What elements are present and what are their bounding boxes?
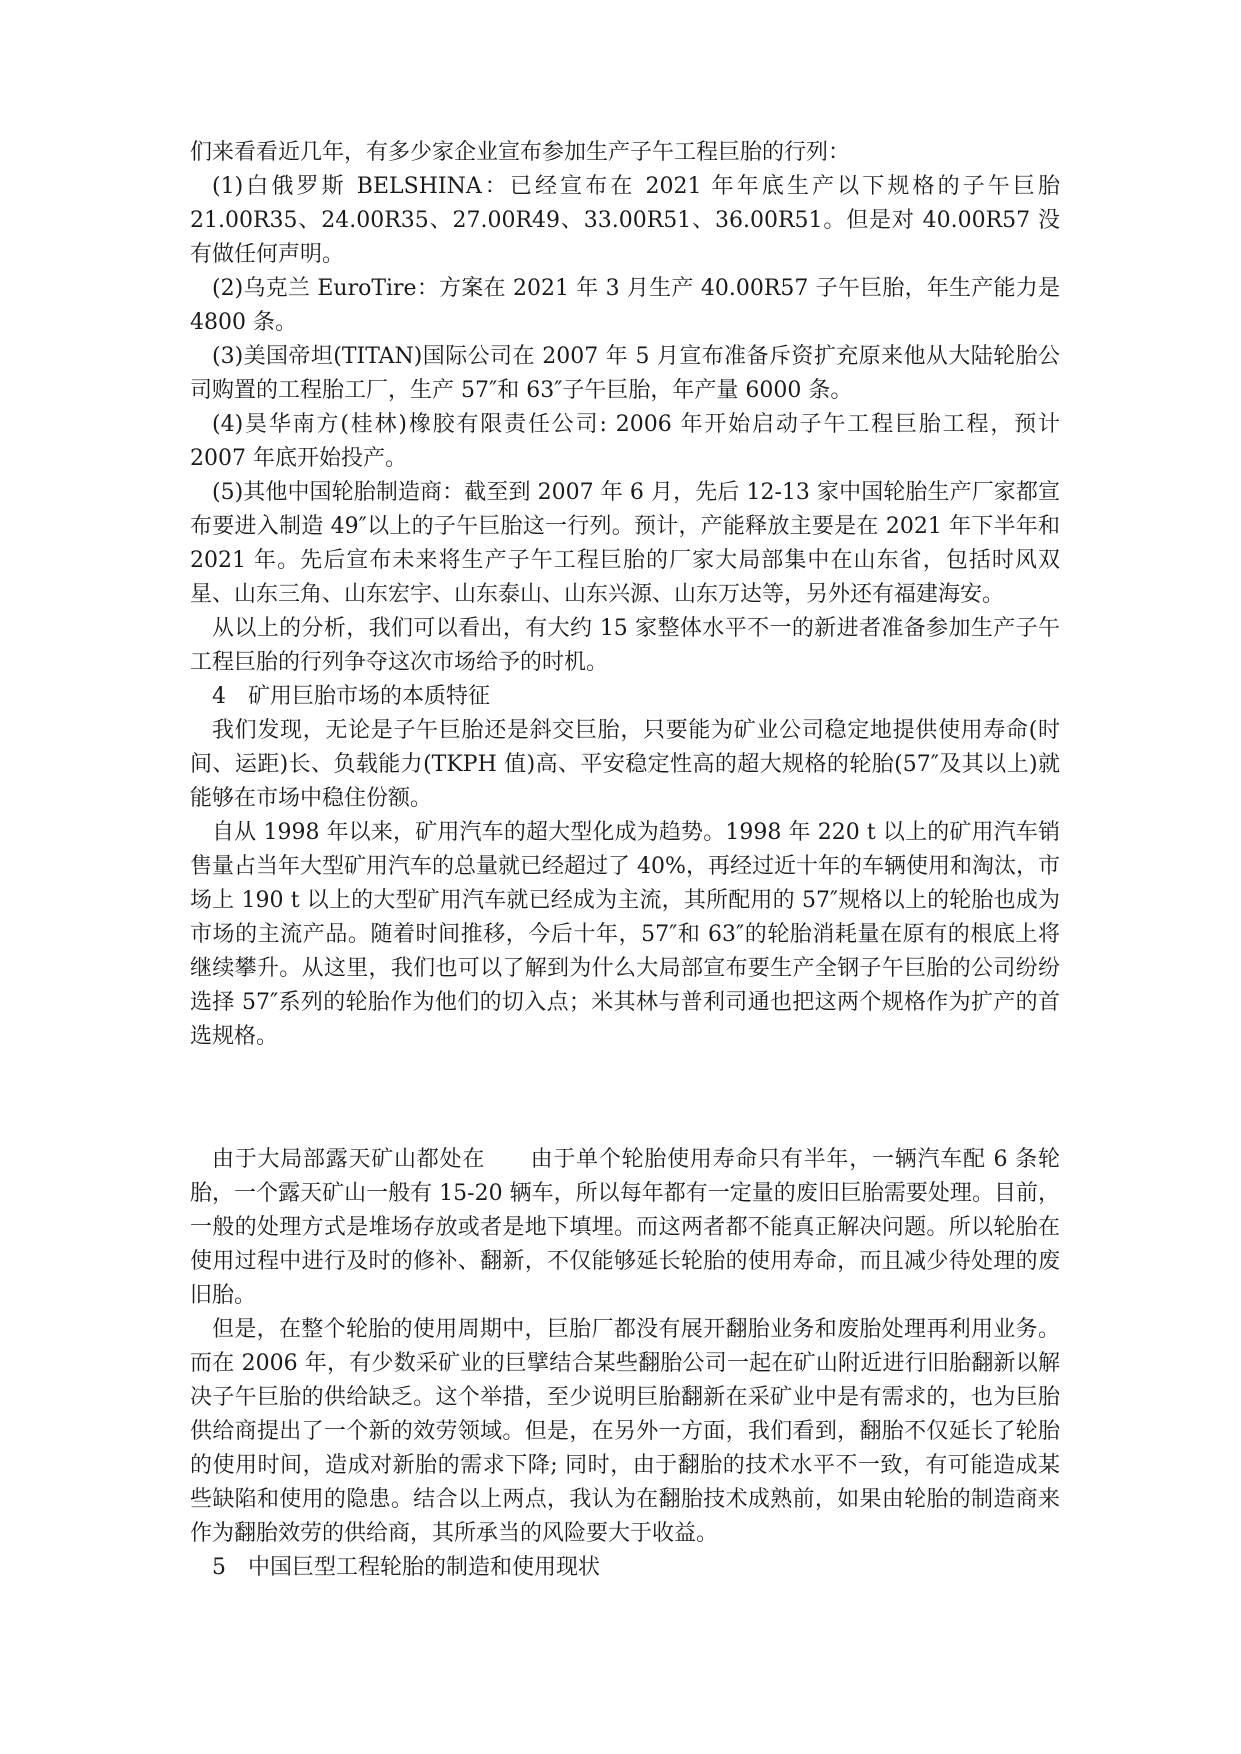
document-page [190, 136, 1060, 1585]
section-gap [190, 1054, 1060, 1143]
retread-paragraph-2: 但是，在整个轮胎的使用周期中，巨胎厂都没有展开翻胎业务和废胎处理再利用业务。而在 2006 年，有少数采矿业的巨擘结合某些翻胎公司一起在矿山附近进行旧胎翻新以解决子午巨胎的供给缺乏。这个举措，至少说明巨胎翻新在采矿业中是有需求的，也为巨胎供给商提出了一个新的效劳领域。但是，在另外一方面，我们看到，翻胎不仅延长了轮胎的使用时间，造成对新胎的需求下降; 同时，由于翻胎的技术水平不一致，有可能造成某些缺陷和使用的隐患。结合以上两点，我认为在翻胎技术成熟前，如果由轮胎的制造商来作为翻胎效劳的供给商，其所承当的风险要大于收益。 [190, 1317, 1060, 1546]
list-item-belshina: (1)白俄罗斯 BELSHINA：已经宣布在 2021 年年底生产以下规格的子午巨胎21.00R35、24.00R35、27.00R49、33.00R51、36.00R51。但是对 40.00R57 没有做任何声明。 [190, 174, 1060, 267]
intro-paragraph: 们来看看近几年，有多少家企业宣布参加生产子午工程巨胎的行列： [190, 140, 851, 165]
list-item-haohua: (4)昊华南方(桂林)橡胶有限责任公司: 2006 年开始启动子午工程巨胎工程，预计 2007 年底开始投产。 [190, 412, 1060, 471]
list-item-other-china: (5)其他中国轮胎制造商：截至到 2007 年 6 月，先后 12-13 家中国轮胎生产厂家都宣布要进入制造 49″以上的子午巨胎这一行列。预计，产能释放主要是在 2021 年下半年和 2021 年。先后宣布未来将生产子午工程巨胎的厂家大局部集中在山东省，包括时风双星、山东三角、山东宏宇、山东泰山、山东兴源、山东万达等，另外还有福建海安。 [190, 480, 1060, 607]
list-item-titan: (3)美国帝坦(TITAN)国际公司在 2007 年 5 月宣布准备斥资扩充原来他从大陆轮胎公司购置的工程胎工厂，生产 57″和 63″子午巨胎，年产量 6000 条。 [190, 344, 1060, 403]
section-4-heading: 4 矿用巨胎市场的本质特征 [212, 684, 490, 709]
conclusion-paragraph: 从以上的分析，我们可以看出，有大约 15 家整体水平不一的新进者准备参加生产子午工程巨胎的行列争夺这次市场给予的时机。 [190, 616, 1060, 675]
retread-paragraph-1: 由于大局部露天矿山都处在 由于单个轮胎使用寿命只有半年，一辆汽车配 6 条轮胎，一个露天矿山一般有 15-20 辆车，所以每年都有一定量的废旧巨胎需要处理。目前，一般的处理方式是堆场存放或者是地下填埋。而这两者都不能真正解决问题。所以轮胎在使用过程中进行及时的修补、翻新，不仅能够延长轮胎的使用寿命，而且减少待处理的废旧胎。 [190, 1147, 1060, 1308]
section-4-paragraph-1: 我们发现，无论是子午巨胎还是斜交巨胎，只要能为矿业公司稳定地提供使用寿命(时间、运距)长、负载能力(TKPH 值)高、平安稳定性高的超大规格的轮胎(57″及其以上)就能够在市场中稳住份额。 [190, 718, 1060, 811]
section-4-paragraph-2: 自从 1998 年以来，矿用汽车的超大型化成为趋势。1998 年 220 t 以上的矿用汽车销售量占当年大型矿用汽车的总量就已经超过了 40%，再经过近十年的车辆使用和淘汰，市场上 190 t 以上的大型矿用汽车就已经成为主流，其所配用的 57″规格以上的轮胎也成为市场的主流产品。随着时间推移，今后十年，57″和 63″的轮胎消耗量在原有的根底上将继续攀升。从这里，我们也可以了解到为什么大局部宣布要生产全钢子午巨胎的公司纷纷选择 57″系列的轮胎作为他们的切入点；米其林与普利司通也把这两个规格作为扩产的首选规格。 [190, 820, 1060, 1049]
section-5-heading: 5 中国巨型工程轮胎的制造和使用现状 [212, 1555, 600, 1580]
list-item-eurotire: (2)乌克兰 EuroTire：方案在 2021 年 3 月生产 40.00R57 子午巨胎，年生产能力是 4800 条。 [190, 276, 1060, 335]
